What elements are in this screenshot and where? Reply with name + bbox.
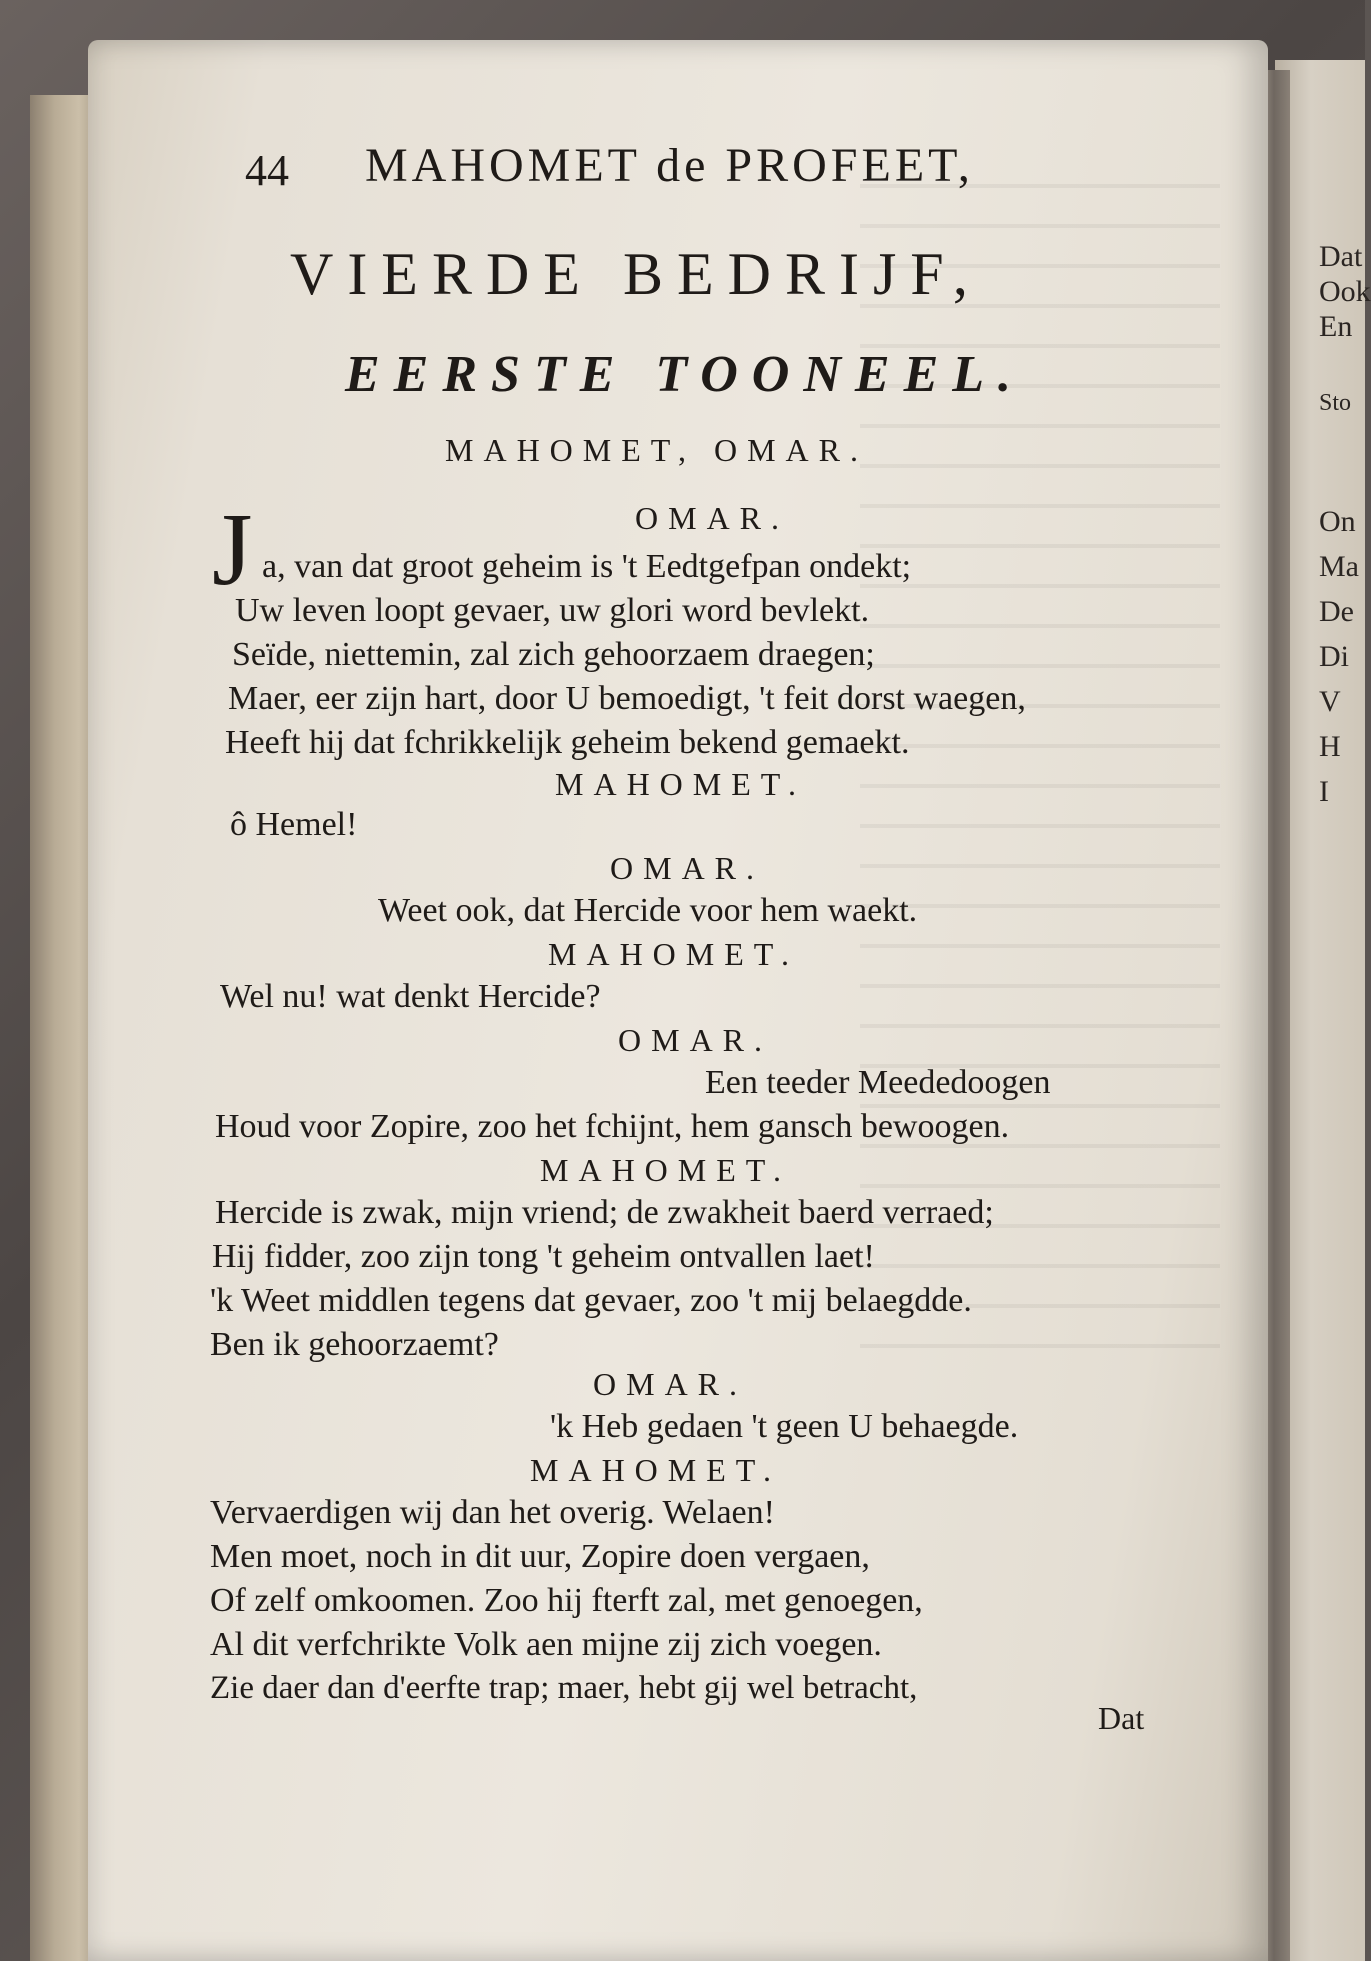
facing-line: V	[1319, 685, 1341, 718]
verse-line: a, van dat groot geheim is 't Eedtgefpan ondekt;	[262, 548, 912, 585]
drop-cap: J	[212, 492, 253, 607]
verse-line: Maer, eer zijn hart, door U bemoedigt, 't feit dorst waegen,	[228, 680, 1026, 717]
verse-line: Weet ook, dat Hercide voor hem waekt.	[378, 892, 918, 929]
facing-line: Dat	[1319, 240, 1363, 273]
verse-line: 'k Heb gedaen 't geen U behaegde.	[550, 1408, 1019, 1445]
scene-title: EERSTE TOONEEL.	[345, 346, 1026, 403]
verse-line: Zie daer dan d'eerfte trap; maer, hebt gij wel betracht,	[210, 1670, 918, 1706]
verse-line: Al dit verfchrikte Volk aen mijne zij zich voegen.	[210, 1626, 882, 1663]
verse-line: Ben ik gehoorzaemt?	[210, 1326, 499, 1363]
verse-line: Hij fidder, zoo zijn tong 't geheim ontvallen laet!	[212, 1238, 875, 1275]
verse-line: Men moet, noch in dit uur, Zopire doen vergaen,	[210, 1538, 870, 1575]
facing-line: Ook	[1319, 275, 1371, 308]
verse-line: Vervaerdigen wij dan het overig. Welaen!	[210, 1494, 775, 1531]
verse-line: Uw leven loopt gevaer, uw glori word bevlekt.	[235, 592, 870, 629]
act-title: VIERDE BEDRIJF,	[290, 241, 982, 307]
speaker-name: OMAR.	[635, 500, 790, 536]
verse-line: Seïde, niettemin, zal zich gehoorzaem draegen;	[232, 636, 875, 673]
facing-line: Ma	[1319, 550, 1359, 583]
running-title: MAHOMET de PROFEET,	[365, 139, 974, 192]
facing-line: I	[1319, 775, 1329, 808]
speaker-name: MAHOMET.	[548, 936, 799, 972]
verse-line: ô Hemel!	[230, 806, 358, 843]
verse-line: Houd voor Zopire, zoo het fchijnt, hem gansch bewoogen.	[215, 1108, 1010, 1145]
facing-line: Sto	[1319, 390, 1352, 416]
verse-line: Of zelf omkoomen. Zoo hij fterft zal, met genoegen,	[210, 1582, 923, 1619]
speaker-name: OMAR.	[610, 850, 765, 886]
verse-line: 'k Weet middlen tegens dat gevaer, zoo 't mij belaegdde.	[210, 1282, 972, 1319]
verse-line: Heeft hij dat fchrikkelijk geheim bekend gemaekt.	[225, 724, 910, 761]
characters-line: MAHOMET, OMAR.	[445, 432, 868, 468]
speaker-name: OMAR.	[593, 1366, 748, 1402]
facing-line: Di	[1319, 640, 1349, 673]
show-through-text	[860, 160, 1220, 1360]
catchword: Dat	[1098, 1700, 1145, 1736]
verse-line: Een teeder Meededoogen	[705, 1064, 1051, 1101]
facing-line: H	[1319, 730, 1341, 763]
page-number: 44	[245, 146, 289, 195]
verse-line: Wel nu! wat denkt Hercide?	[220, 978, 601, 1015]
facing-line: De	[1319, 595, 1354, 628]
speaker-name: MAHOMET.	[540, 1152, 791, 1188]
verse-line: Hercide is zwak, mijn vriend; de zwakheit baerd verraed;	[215, 1194, 994, 1231]
speaker-name: MAHOMET.	[530, 1452, 781, 1488]
speaker-name: MAHOMET.	[555, 766, 806, 802]
facing-line: En	[1319, 310, 1353, 343]
speaker-name: OMAR.	[618, 1022, 773, 1058]
facing-line: On	[1319, 505, 1356, 538]
